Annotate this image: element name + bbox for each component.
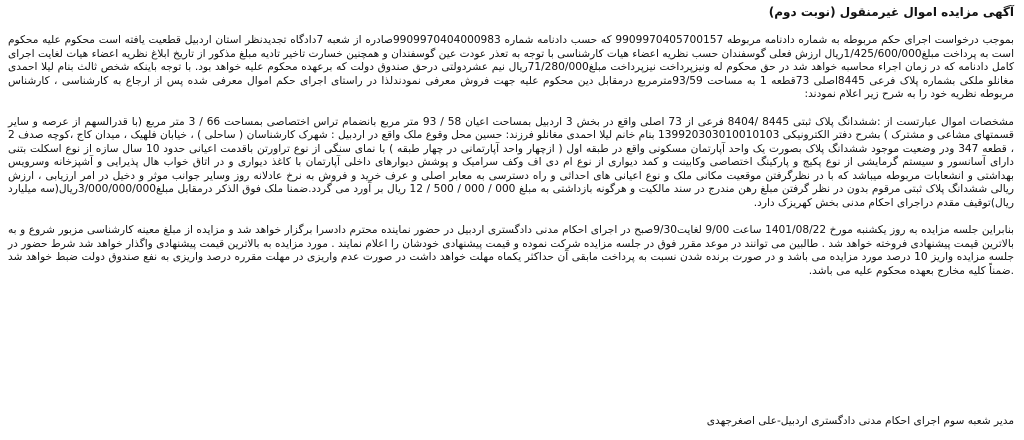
paragraph-case-details: بموجب درخواست اجرای حکم مربوطه به شماره دادنامه مربوطه 9909970405700157 که حسب دادنامه شماره 9909970404000983صادره از شعبه 7دادگاه تجدیدنظر استان اردبیل قطعیت یافته است محکوم علیه محکوم است به پرداخت مبلغ1/425/600/000ریال ارزش فعلی گوسفندان حسب نظریه اعضاء هیات کارشناسی با توجه به تعذر عودت عین گوسفندان و همچنین خسارت تاخیر تادیه مبلغ مذکور از تاریخ ابلاغ نظریه اعضاء هیات لغایت اجرای کامل دادنامه که در زمان اجراء محاسبه خواهد شد در حق محکوم له ونیزپرداخت نیزپرداخت مبلغ71/280/000ریال نیم عشردولتی درحق صندوق دولت که برعهده محکوم علیه خواهد بود. با توجه باینکه شخص ثالث بنام لیلا احمدی مغانلو ملکی بشماره پلاک فرعی 8445اصلی 73قطعه 1 به مساحت 93/59مترمربع درمقابل دین محکوم علیه جهت فروش معرفی نمودندلذا در راستای اجرای حکم اموال معرفی شده پس از ارجاع به کارشناسی ، کارشناس مربوطه نظریه خود را به شرح زیر اعلام نمودند:: [4, 34, 1015, 100]
paragraph-auction-terms: بنابراین جلسه مزایده به روز یکشنبه مورخ 1401/08/22 ساعت 9/00 لغایت9/30صبح در اجرای احکام مدنی دادگستری اردبیل در حضور نماینده محترم دادسرا برگزار خواهد شد و مزایده از مبلغ معینه کارشناسی مزبور شروع و به بالاترین قیمت پیشنهادی فروخته خواهد شد . طالبین می توانند در موعد مقرر فوق در جلسه مزایده شرکت نموده و قیمت پیشنهادی خودشان را اعلام نمایند . مورد مزایده به بالاترین قیمت پیشنهادی واگذار خواهد شد شرط حضور در جلسه مزایده واریز 10 درصد مورد مزایده می باشد و در صورت برنده شدن نسبت به پرداخت مابقی آن حداکثر یکماه مهلت خواهد داشت در صورت عدم واریزی در مهلت مقرره درصد واریزی به نفع صندوق دولت ضبط خواهد شد .ضمناً کلیه مخارج بعهده محکوم علیه می باشد.: [4, 224, 1014, 277]
paragraph-property-specs: مشخصات اموال عبارتست از :ششدانگ پلاک ثبتی 8445 /8404 فرعی از 73 اصلی واقع در بخش 3 اردبیل بمساحت اعیان 58 / 93 متر مربع بانضمام تراس اختصاصی بمساحت 66 / 3 متر مربع (با قدرالسهم از عرصه و سایر قسمتهای مشاعی و مشترک ) بشرح دفتر الکترونیکی 139920303010010103 بنام خانم لیلا احمدی مغانلو فرزند: حسین محل وقوع ملک واقع در اردبیل : شهرک کارشناسان ( ساحلی ) ، خیابان فلهیک ، میدان کاج ،کوچه صدف 2 ، قطعه 347 ودر وضعیت موجود ششدانگ پلاک بصورت یک واحد آپارتمان مسکونی واقع در طبقه اول ( ازچهار واحد آپارتمانی در چهار طبقه ) با نمای سنگی از نوع تراورتن باقدمت اعیانی حدود 10 سال سازه از نوع اسکلت بتنی دارای آسانسور و سیستم گرمایشی از نوع پکیج و پارکینگ اختصاصی وکابینت و کمد دیواری از نوع ام دی اف وکف سرامیک و پوشش دیوارهای داخلی آپارتمان با کاغذ دیواری و در اتاق خواب هال پذیرایی و آشپزخانه وسرویس بهداشتی و انشعابات مربوطه میباشد که با در نظرگرفتن موقعیت مکانی ملک و نوع اعیانی های احداثی و راه دسترسی به معابر اصلی و عرف خرید و فروش به نرخ عادلانه روز وسایر جوانب موثر و دخیل در امر ارزیابی ، ارزش ریالی ششدانگ پلاک ثبتی مرقوم بدون در نظر گرفتن مبلغ رهن مندرج در سند مالکیت و هرگونه بازداشتی به مبلغ 000 / 000 / 500 / 12 ریال بر آورد می گردد.ضمنا ملک فوق الذکر درمقابل مبلغ3/000/000/000ریال(سه میلیارد ریال)توقیف مقدم دراجرای احکام مدنی بخش کهریزک دارد.: [4, 115, 1014, 209]
signature-line: مدیر شعبه سوم اجرای احکام مدنی دادگستری اردبیل-علی اصغرجهدی: [706, 415, 1014, 427]
notice-title: آگهی مزایده اموال غیرمنقول (نوبت دوم): [768, 5, 1014, 19]
